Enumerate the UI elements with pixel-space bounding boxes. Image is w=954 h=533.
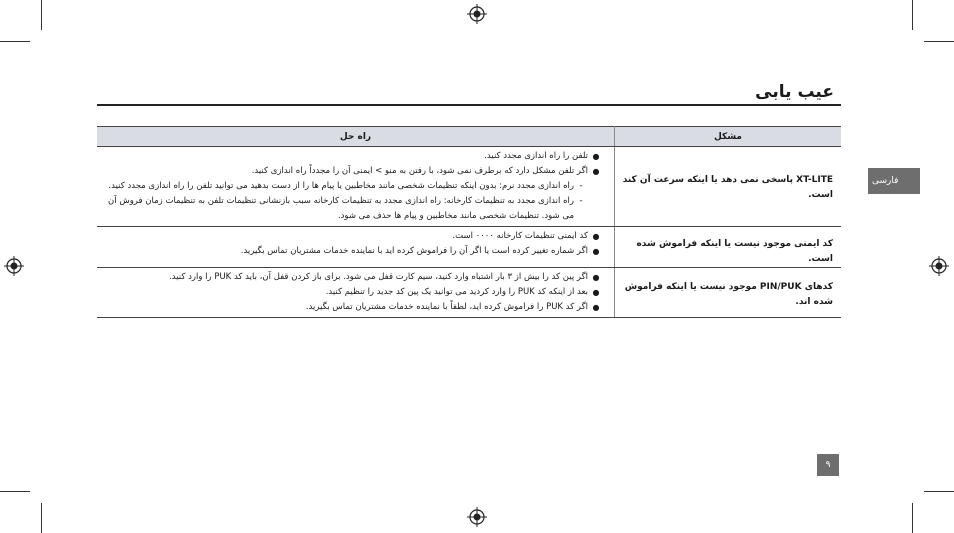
bullet-icon: ● xyxy=(592,167,600,176)
sub-text: راه اندازی مجدد به تنظیمات کارخانه: راه اندازی مجدد به تنظیمات کارخانه سبب بازنشانی تنظیمات تلفن به تنظیمات زمان فروش آن می شود. تنظیمات شخصی مانند مخاطبین و پیام ها حذف می شود. xyxy=(108,196,574,221)
solution-text: اگر پین کد را بیش از ۳ بار اشتباه وارد کنید، سیم کارت قفل می شود. برای باز کردن قفل آن، باید کد PUK را وارد کنید. xyxy=(169,272,588,282)
crop-mark xyxy=(0,491,30,492)
bullet-icon: ● xyxy=(592,288,600,297)
sub-text: راه اندازی مجدد نرم: بدون اینکه تنظیمات شخصی مانند مخاطبین یا پیام ها را از دست بدهید می توانید تلفن را راه اندازی مجدد کنید. xyxy=(108,181,574,191)
solution-text: اگر تلفن مشکل دارد که برطرف نمی شود، با رفتن به منو > ایمنی آن را مجدداً راه اندازی کنید. xyxy=(251,166,588,176)
header-solution: راه حل xyxy=(97,127,615,147)
sub-list-item xyxy=(105,179,604,194)
bullet-icon: ● xyxy=(592,247,600,256)
table-row xyxy=(97,227,841,268)
list-item xyxy=(105,149,604,164)
list-item xyxy=(105,300,604,315)
crop-mark xyxy=(924,491,954,492)
registration-mark-icon xyxy=(929,256,949,276)
bullet-icon: ● xyxy=(592,303,600,312)
title-divider xyxy=(97,104,841,106)
list-item xyxy=(105,244,604,259)
table-header-row xyxy=(97,127,841,147)
bullet-icon: ● xyxy=(592,232,600,241)
dash-icon: - xyxy=(579,181,583,191)
crop-mark xyxy=(912,503,913,533)
solution-text: تلفن را راه اندازی مجدد کنید. xyxy=(484,151,588,161)
page-title: عیب یابی xyxy=(755,82,834,102)
header-problem: مشکل xyxy=(615,127,842,147)
registration-mark-icon xyxy=(4,256,24,276)
solution-cell xyxy=(97,268,615,318)
solution-cell xyxy=(97,227,615,268)
bullet-icon: ● xyxy=(592,273,600,282)
list-item xyxy=(105,164,604,179)
registration-mark-icon xyxy=(467,507,487,527)
crop-mark xyxy=(41,503,42,533)
table-row xyxy=(97,147,841,227)
solution-text: اگر شماره تغییر کرده است یا اگر آن را فراموش کرده اید با نماینده خدمات مشتریان تماس بگیرید. xyxy=(240,246,588,256)
bullet-icon: ● xyxy=(592,152,600,161)
solution-cell xyxy=(97,147,615,227)
crop-mark xyxy=(924,41,954,42)
crop-mark xyxy=(912,0,913,30)
dash-icon: - xyxy=(579,196,583,206)
list-item xyxy=(105,270,604,285)
language-tab-label: فارسی xyxy=(872,176,899,186)
solution-text: اگر کد PUK را فراموش کرده اید، لطفاً با نماینده خدمات مشتریان تماس بگیرید. xyxy=(305,302,588,312)
crop-mark xyxy=(0,41,30,42)
list-item xyxy=(105,229,604,244)
page-number: ۹ xyxy=(817,454,839,476)
list-item xyxy=(105,285,604,300)
problem-cell: XT-LITE پاسخی نمی دهد یا اینکه سرعت آن کند است. xyxy=(615,147,842,227)
solution-text: کد ایمنی تنظیمات کارخانه ۰۰۰۰ است. xyxy=(452,231,588,241)
language-tab xyxy=(868,168,920,194)
solution-text: بعد از اینکه کد PUK را وارد کردید می توانید یک پین کد جدید را تنظیم کنید. xyxy=(325,287,588,297)
sub-list-item xyxy=(105,194,604,224)
problem-cell: کد ایمنی موجود نیست یا اینکه فراموش شده است. xyxy=(615,227,842,268)
crop-mark xyxy=(41,0,42,30)
table-row xyxy=(97,268,841,318)
registration-mark-icon xyxy=(467,4,487,24)
problem-cell: کدهای PIN/PUK موجود نیست یا اینکه فراموش شده اند. xyxy=(615,268,842,318)
troubleshooting-table xyxy=(97,126,841,318)
